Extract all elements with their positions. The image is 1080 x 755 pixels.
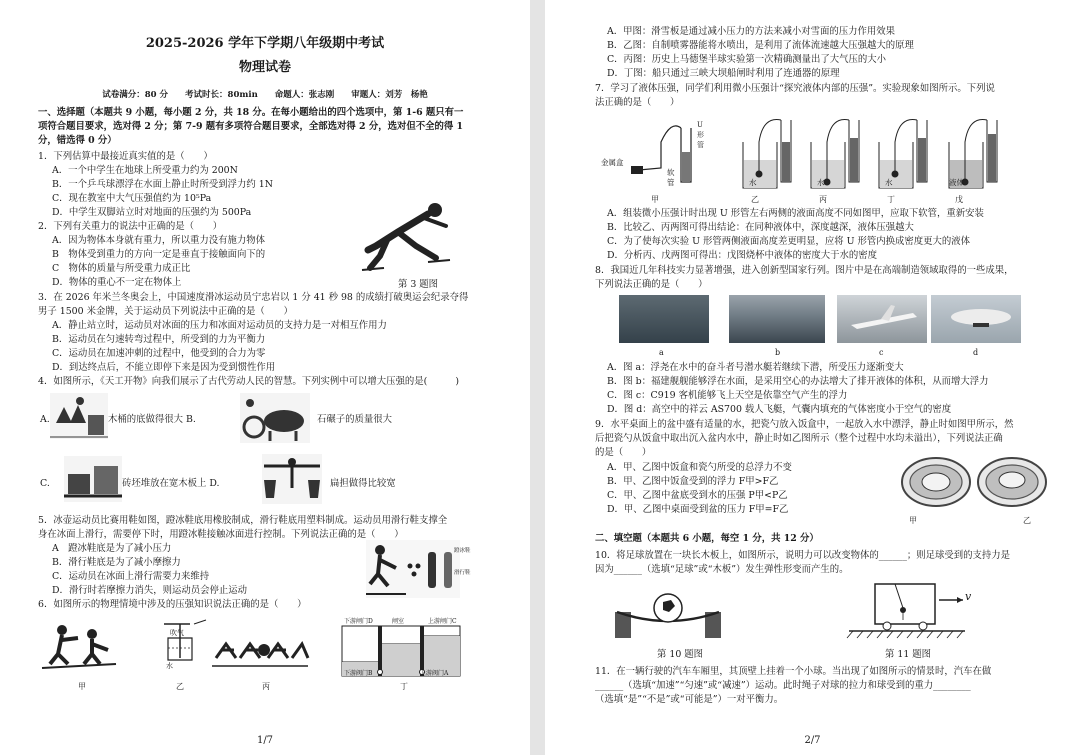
q5-line-1: 5．冰壶运动员比赛用鞋如图，蹬冰鞋底用橡胶制成，滑行鞋底用塑料制成。运动员用滑行鞋支撑全 [38,515,448,526]
q6-lock-label-lower-gate-d: 下游闸门D [344,618,373,625]
q5-option-a: A 蹬冰鞋底是为了减小压力 [52,543,172,554]
q7-option-d: D．分析丙、戊两图可得出：戊图烧杯中液体的密度大于水的密度 [607,250,878,261]
q7-liquid-label-2: 水 [817,178,825,187]
q4-label-a: A. [40,414,50,425]
q9-option-d: D．甲、乙图中桌面受到盆的压力 F甲=F乙 [607,504,789,515]
q2-option-b: B 物体受到重力的方向一定是垂直于接触面向下的 [52,249,266,260]
page-2-number: 2/7 [804,735,821,746]
q4-option-d-text: 扁担做得比较宽 [330,478,396,489]
shoulder-pole-illustration [262,454,322,504]
exam-page-2 [545,0,1080,755]
q5-line-2: 身在冰面上滑行，需要停下时，用蹬冰鞋接触冰面进行控制。下列说法正确的是（ ） [38,529,404,540]
q8-photo-a-submarine [619,295,709,343]
q1-option-a: A．一个中学生在地球上所受重力约为 200N [52,165,238,176]
q11-line-3: （选填“是”“不是”或“可能是”）一对平衡力。 [595,694,784,705]
q7-u-tube-label-1: U [697,121,703,129]
curling-shoes-illustration [366,540,460,598]
q1-option-d: D．中学生双脚站立时对地面的压强约为 500Pa [52,207,252,218]
q7-liquid-label-1: 水 [749,178,757,187]
page-1-number: 1/7 [256,735,274,746]
q5-fig-left-shoe-label: 蹬冰鞋 [454,548,471,554]
q6-fig-label-ding: 丁 [400,682,408,691]
stone-roller-ox-illustration [240,393,310,443]
q8-photo-b-aircraft-carrier [729,295,825,343]
q6-lock-label-chamber: 闸室 [392,618,405,625]
q8-option-d: D．图 d：高空中的祥云 AS700 载人飞艇，气囊内填充的气体密度小于空气的密度 [607,404,952,415]
q4-option-c-text: 砖坯堆放在宽木板上 D. [122,478,220,489]
section-2-header: 二、填空题（本题共 6 小题，每空 1 分，共 12 分） [595,533,819,544]
q7-fig-label-jia: 甲 [651,195,659,204]
q9-option-c: C．甲、乙图中盆底受到水的压强 P甲<P乙 [607,490,788,501]
q1-option-c: C．现在教室中大气压强值约为 10⁵Pa [52,193,212,204]
q8-option-a: A．图 a：浮尧在水中的奋斗者号潜水艇若继续下潜，所受压力逐渐变大 [607,362,904,373]
q11-velocity-label: v [965,590,972,603]
q11-car-pendulum-figure [845,580,975,644]
q6-lock-label-upper-valve-a: 上游阀门A [420,670,449,677]
figure-10-caption: 第 10 题图 [657,649,704,660]
figure-3-caption: 第 3 题图 [398,279,439,290]
section-1-header-line-2: 项符合题目要求，选对得 2 分；第 7-9 题有多项符合题目要求，全部选对得 2 分，选对但不全的得 1 [38,121,463,132]
q6-fig-label-yi: 乙 [176,682,184,691]
q8-label-a: a [659,348,664,357]
q9-option-a: A．甲、乙图中饭盒和瓷勺所受的总浮力不变 [607,462,792,473]
exam-subject: 物理试卷 [238,60,291,75]
q5-option-c: C．运动员在冰面上滑行需要力来维持 [52,571,210,582]
q8-option-c: C．图 c：C919 客机能够飞上天空是依靠空气产生的浮力 [607,390,848,401]
q7-fig-label-wu: 戊 [955,195,963,204]
q8-label-d: d [973,348,979,357]
q6-water-label: 水 [166,662,173,670]
q7-line-1: 7．学习了液体压强，同学们利用微小压强计“探究液体内部的压强”。实验现象如图所示。下列说 [595,83,995,94]
q7-liquid-label-3: 水 [885,178,893,187]
q8-aircraft-shapes [837,295,1021,343]
q8-label-b: b [775,348,781,357]
q9-fig-label-jia: 甲 [909,516,917,525]
q9-line-3: 的是（ ） [595,447,652,458]
q6-stem: 6．如图所示的物理情境中涉及的压强知识说法正确的是（ ） [38,599,307,610]
q7-u-tube-label-3: 管 [697,141,704,149]
q6-fig-label-bing: 丙 [262,682,270,691]
q8-option-b: B．图 b：福建舰舰能够浮在水面，是采用空心的办法增大了排开液体的体积，从而增大浮力 [607,376,989,387]
exam-title: 2025-2026 学年下学期八年级期中考试 [145,36,385,51]
q6-option-c: C．丙图：历史上马德堡半球实验第一次精确测量出了大气压的大小 [607,54,887,65]
q6-option-b: B．乙图：自制喷雾器能将水喷出，是利用了流体流速越大压强越大的原理 [607,40,914,51]
q7-option-a: A．组装微小压强计时出现 U 形管左右两侧的液面高度不同如图甲，应取下软管，重新安装 [607,208,984,219]
q10-football-board-figure [613,588,723,640]
q5-fig-right-shoe-label: 滑行鞋 [454,570,471,576]
q6-lock-label-upper-gate-c: 上游闸门C [428,618,457,625]
q10-line-1: 10．将足球放置在一块长木板上，如图所示，说明力可以改变物体的______；则足球受到的支持力是 [595,550,1011,561]
section-1-header-line-3: 分，错选得 0 分） [38,135,117,146]
q6-skier-illustration [42,620,118,672]
q2-option-a: A．因为物体本身就有重力，所以重力没有施力物体 [52,235,266,246]
q7-hose-label-1: 软 [667,168,675,177]
q6-fig-label-jia: 甲 [78,682,86,691]
q9-line-2: 后把瓷勺从饭盒中取出沉入盆内水中，静止时如乙图所示（整个过程中水均未溢出），下列说法正确 [595,433,1003,444]
q3-line-2: 男子 1500 米金牌，关于运动员下列说法中正确的是（ ） [38,306,293,317]
q7-liquid-label-4: 液体 [949,178,964,187]
speed-skater-illustration [358,198,458,274]
q2-option-c: C 物体的质量与所受重力成正比 [52,263,191,274]
q11-line-2: ______（选填“加速”“匀速”或“减速”）运动。此时绳子对球的拉力和球受到的重力________ [595,680,971,691]
q2-option-d: D．物体的重心不一定在物体上 [52,277,182,288]
brick-stack-illustration [64,456,122,502]
q11-line-1: 11．在一辆行驶的汽车车厢里，其顶壁上挂着一个小球。当出现了如图所示的情景时，汽车在做 [595,666,992,677]
q4-stem: 4．如图所示，《天工开物》向我们展示了古代劳动人民的智慧。下列实例中可以增大压强的是( ) [38,376,460,387]
q2-stem: 2．下列有关重力的说法中正确的是（ ） [38,221,223,232]
q7-metal-box-label: 金属盒 [601,158,624,167]
wooden-bucket-illustration [50,393,108,439]
figure-11-caption: 第 11 题图 [885,649,932,660]
q4-option-b-text: 石碾子的质量很大 [317,414,393,425]
exam-page-1 [0,0,530,755]
q5-option-b: B．滑行鞋底是为了减小摩擦力 [52,557,181,568]
section-1-header-line-1: 一、选择题（本题共 9 小题，每小题 2 分，共 18 分。在每小题给出的四个选项中，第 1-6 题只有一 [38,107,464,118]
q7-hose-label-2: 管 [667,178,675,187]
exam-meta: 试卷满分：80 分 考试时长：80min 命题人：张志刚 审题人：刘芳 杨艳 [102,90,428,100]
q1-option-b: B．一个乒乓球漂浮在水面上静止时所受到浮力约 1N [52,179,273,190]
q3-option-a: A．静止站立时，运动员对冰面的压力和冰面对运动员的支持力是一对相互作用力 [52,320,387,331]
q3-option-d: D．到达终点后，不能立即停下来是因为受到惯性作用 [52,362,276,373]
q6-lock-label-lower-valve-b: 下游阀门B [344,670,373,677]
q6-option-d: D．丁图：船只通过三峡大坝船闸时利用了连通器的原理 [607,68,840,79]
q7-option-b: B．比较乙、丙两图可得出结论：在同种液体中，深度越深，液体压强越大 [607,222,914,233]
q7-pressure-gauge-figure [631,112,1021,202]
q7-fig-label-yi: 乙 [751,195,759,204]
q3-line-1: 3．在 2026 年米兰冬奥会上，中国速度滑冰运动员宁忠岩以 1 分 41 秒 98 的成绩打破奥运会纪录夺得 [38,292,469,303]
q9-option-b: B．甲、乙图中饭盒受到的浮力 F甲>F乙 [607,476,779,487]
q7-line-2: 法正确的是（ ） [595,97,680,108]
q9-basin-figures [900,448,1050,518]
q4-label-c: C. [40,478,50,489]
q7-u-tube-label-2: 形 [697,131,704,139]
q6-horses-hemisphere-illustration [212,628,308,672]
q10-line-2: 因为______（选填“足球”或“木板”）发生弹性形变而产生的。 [595,564,849,575]
q1-stem: 1．下列估算中最接近真实值的是（ ） [38,151,213,162]
q8-line-1: 8．我国近几年科技实力显著增强，进入创新型国家行列。图片中是在高端制造领域取得的一些成果， [595,265,1014,276]
q9-line-1: 9．水平桌面上的盆中盛有适量的水，把瓷勺放入饭盒中，一起放入水中漂浮，静止时如图甲所示，然 [595,419,1014,430]
q9-fig-label-yi: 乙 [1023,516,1031,525]
q5-option-d: D．滑行时若摩擦力消失，则运动员会停止运动 [52,585,248,596]
q8-line-2: 下列说法正确的是（ ） [595,279,708,290]
q7-fig-label-ding: 丁 [887,195,895,204]
q4-option-a-text: 木桶的底做得很大 B. [108,414,196,425]
q6-sprayer-illustration [150,614,210,664]
q3-option-c: C．运动员在加速冲刺的过程中，他受到的合力为零 [52,348,266,359]
q6-option-a: A．甲图：滑雪板是通过减小压力的方法来减小对雪面的压力作用效果 [607,26,896,37]
q6-blow-label: 吹气 [170,629,184,637]
q8-label-c: c [879,348,884,357]
q3-option-b: B．运动员在匀速转弯过程中，所受到的力为平衡力 [52,334,266,345]
q7-option-c: C．为了使每次实验 U 形管两侧液面高度差更明显，应将 U 形管内换成密度更大的液体 [607,236,971,247]
q7-fig-label-bing: 丙 [819,195,827,204]
